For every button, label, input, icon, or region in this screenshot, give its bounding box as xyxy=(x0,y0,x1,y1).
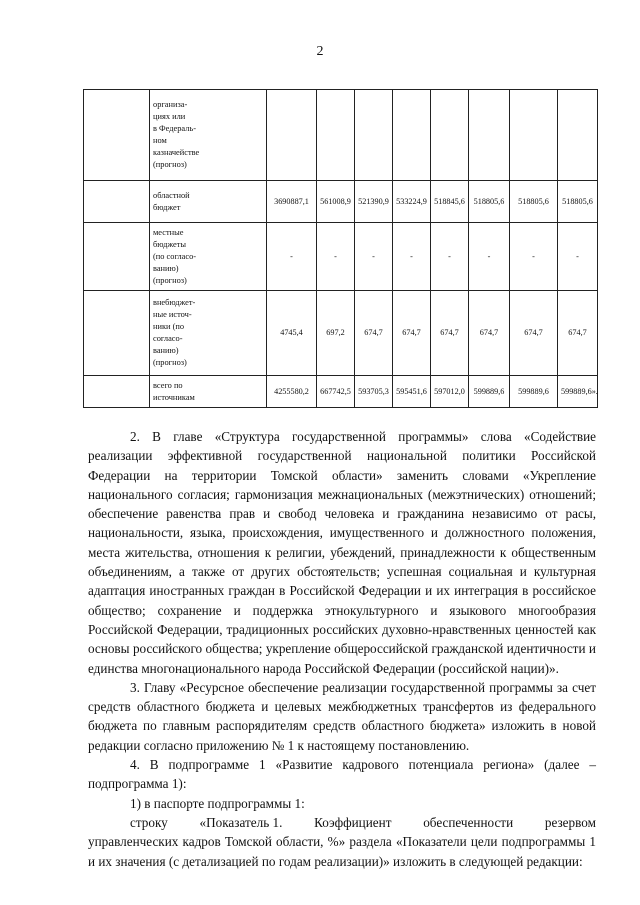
table-row xyxy=(84,181,598,223)
table-row xyxy=(84,223,598,291)
table-empty-cell xyxy=(84,181,150,223)
table-cell: 599889,6». xyxy=(558,376,598,408)
table-cell: 518805,6 xyxy=(558,181,598,223)
page-number: 2 xyxy=(316,44,324,59)
p6-word: резервом xyxy=(544,814,596,830)
table-row-label: внебюджет- ные источ- ники (по согласо- ванию) (прогноз) xyxy=(150,291,267,376)
table-cell: 674,7 xyxy=(393,291,431,376)
table-cell xyxy=(558,90,598,181)
table-cell xyxy=(469,90,510,181)
table-cell: 521390,9 xyxy=(355,181,393,223)
paragraph-2: 2. В главе «Структура государственной программы» слова «Содействие реализации эффективной государственной национальной политики Российской Федерации на территории Томской области» заменить словами «Укрепление национального согласия; гармонизация межнациональных (межэтнических) отношений; обеспечение равенства прав и свобод человека и гражданина независимо от расы, национальности, языка, происхождения, имущественного и должностного положения, места жительства, отношения к религии, убеждений, принадлежности к общественным объединениям, а также от других обстоятельств; успешная социальная и культурная адаптация иностранных граждан в Российской Федерации и их интеграция в российское общество; сохранение и поддержка этнокультурного и языкового многообразия Российской Федерации, традиционных российских духовно-нравственных ценностей как основы российского общества; укрепление общероссийской гражданской идентичности и единства многонационального народа Российской Федерации (российской нации)». xyxy=(88,429,596,676)
table-row-label: организа- циях или в Федераль- ном казначействе (прогноз) xyxy=(150,90,267,181)
table-cell xyxy=(267,90,317,181)
table-cell: 674,7 xyxy=(469,291,510,376)
paragraph-3: 3. Главу «Ресурсное обеспечение реализации государственной программы за счет средств областного бюджета и целевых межбюджетных трансфертов из федерального бюджета по главным распорядителям средств областного бюджета» изложить в новой редакции согласно приложению № 1 к настоящему постановлению. xyxy=(88,679,596,753)
table-cell: 518845,6 xyxy=(431,181,469,223)
table-cell: 674,7 xyxy=(355,291,393,376)
table-cell: 593705,3 xyxy=(355,376,393,408)
paragraph-4: 4. В подпрограмме 1 «Развитие кадрового потенциала региона» (далее – подпрограмма 1): xyxy=(88,757,596,792)
table-cell xyxy=(393,90,431,181)
paragraph-6-first-line xyxy=(88,813,596,832)
table-cell: - xyxy=(267,223,317,291)
table-cell xyxy=(510,90,558,181)
p6-word: обеспеченности xyxy=(423,814,514,830)
table-empty-cell xyxy=(84,376,150,408)
table-row xyxy=(84,376,598,408)
table-cell: - xyxy=(355,223,393,291)
table-row xyxy=(84,90,598,181)
table-cell: 599889,6 xyxy=(510,376,558,408)
table-cell: 533224,9 xyxy=(393,181,431,223)
paragraph-6-rest: управленческих кадров Томской области, %» раздела «Показатели цели подпрограммы 1 и их значения (с детализацией по годам реализации)» изложить в следующей редакции: xyxy=(88,834,596,869)
table-cell: 561008,9 xyxy=(317,181,355,223)
table-row-label: областной бюджет xyxy=(150,181,267,223)
table-cell: - xyxy=(317,223,355,291)
table-cell: 674,7 xyxy=(558,291,598,376)
p6-word: «Показатель 1. xyxy=(199,814,283,830)
table-cell xyxy=(317,90,355,181)
table-cell: 518805,6 xyxy=(469,181,510,223)
table-cell: - xyxy=(510,223,558,291)
table-cell: 674,7 xyxy=(510,291,558,376)
table-row xyxy=(84,291,598,376)
p6-word: Коэффициент xyxy=(314,814,392,830)
table-empty-cell xyxy=(84,90,150,181)
table-cell: 674,7 xyxy=(431,291,469,376)
table-cell: 597012,0 xyxy=(431,376,469,408)
table-row-label: всего по источникам xyxy=(150,376,267,408)
table-row-label: местные бюджеты (по согласо- ванию) (прогноз) xyxy=(150,223,267,291)
p6-word: строку xyxy=(130,814,168,830)
table-cell xyxy=(355,90,393,181)
table-cell: 667742,5 xyxy=(317,376,355,408)
table-cell xyxy=(431,90,469,181)
table-cell: - xyxy=(431,223,469,291)
table-cell: - xyxy=(393,223,431,291)
document-body xyxy=(88,427,596,871)
paragraph-5: 1) в паспорте подпрограммы 1: xyxy=(130,795,305,811)
table-cell: 518805,6 xyxy=(510,181,558,223)
table-cell: 599889,6 xyxy=(469,376,510,408)
table-cell: 697,2 xyxy=(317,291,355,376)
table-empty-cell xyxy=(84,291,150,376)
table-cell: 595451,6 xyxy=(393,376,431,408)
table-cell: 4255580,2 xyxy=(267,376,317,408)
table-cell: - xyxy=(469,223,510,291)
table-empty-cell xyxy=(84,223,150,291)
table-cell: 3690887,1 xyxy=(267,181,317,223)
budget-table xyxy=(83,89,598,408)
table-cell: 4745,4 xyxy=(267,291,317,376)
table-cell: - xyxy=(558,223,598,291)
